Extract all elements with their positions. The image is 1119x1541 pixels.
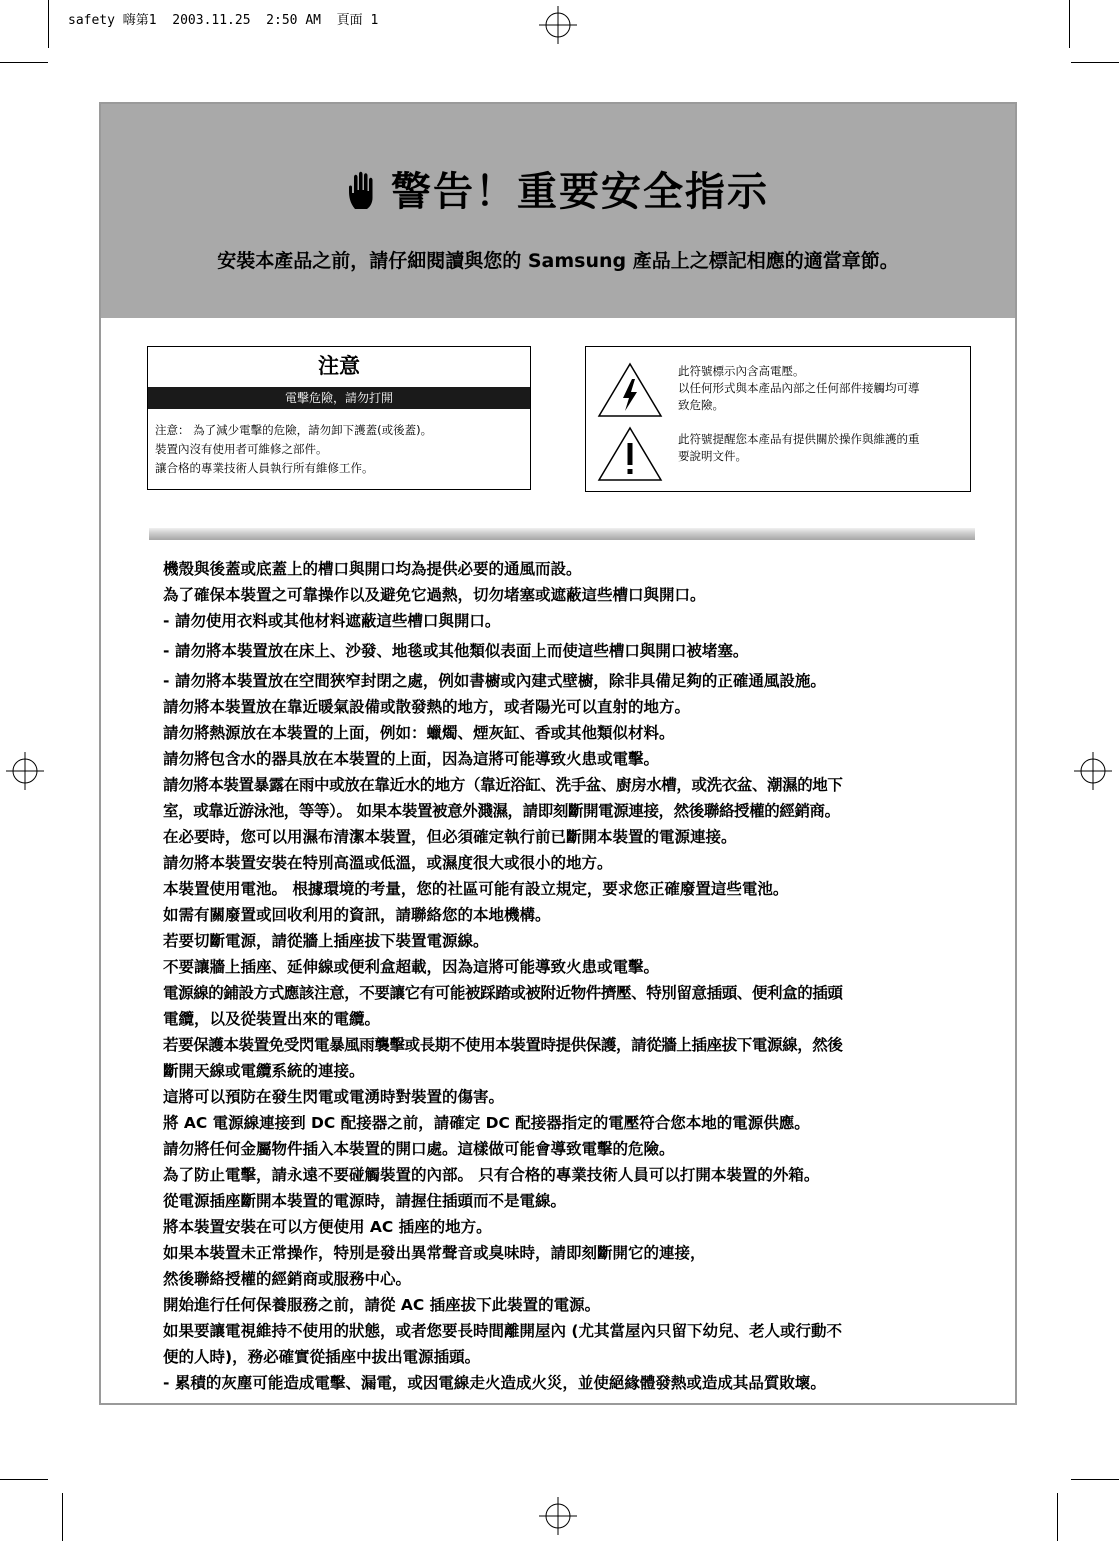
caution-line: 讓合格的專業技術人員執行所有維修工作。 <box>155 461 374 475</box>
instruction-line: 從電源插座斷開本裝置的電源時，請握住插頭而不是電線。 <box>163 1192 567 1210</box>
high-voltage-text: 此符號標示內含高電壓。 以任何形式與本產品內部之任何部件接觸均可導 致危險。 <box>678 364 920 412</box>
instruction-line: 在必要時，您可以用濕布清潔本裝置，但必須確定執行前已斷開本裝置的電源連接。 <box>163 828 737 846</box>
exclamation-warning-icon <box>596 425 664 483</box>
instruction-line: 若要切斷電源，請從牆上插座拔下裝置電源線。 <box>163 932 489 950</box>
instruction-line: 本裝置使用電池。 根據環境的考量，您的社區可能有設立規定，要求您正確廢置這些電池。 <box>163 880 789 898</box>
caution-text <box>148 409 530 478</box>
instruction-line: 室，或靠近游泳池，等等）。 如果本裝置被意外濺濕，請即刻斷開電源連接，然後聯絡授權的經銷商。 <box>163 802 840 820</box>
page-title-text: 警告！重要安全指示 <box>391 169 769 215</box>
page-subtitle: 安裝本產品之前，請仔細閱讀與您的 Samsung 產品上之標記相應的適當章節。 <box>217 250 899 272</box>
safety-page-frame <box>99 102 1017 1405</box>
instruction-line: - 請勿使用衣料或其他材料遮蔽這些槽口與開口。 <box>163 612 501 630</box>
registration-mark-icon <box>6 752 44 790</box>
registration-mark-icon <box>539 6 577 44</box>
caution-box <box>147 346 531 490</box>
instruction-line: - 請勿將本裝置放在床上、沙發、地毯或其他類似表面上而使這些槽口與開口被堵塞。 <box>163 642 749 660</box>
safety-instructions-list <box>163 556 978 1396</box>
instruction-line: 如需有關廢置或回收利用的資訊，請聯絡您的本地機構。 <box>163 906 551 924</box>
caution-line: 注意： 為了減少電擊的危險，請勿卸下護蓋(或後蓋)。 <box>155 423 433 437</box>
instruction-line: - 請勿將本裝置放在空間狹窄封閉之處，例如書櫥或內建式壁櫥，除非具備足夠的正確通風設施。 <box>163 672 826 690</box>
symbol-legend-box <box>585 346 971 492</box>
instruction-line: 請勿將任何金屬物件插入本裝置的開口處。這樣做可能會導致電擊的危險。 <box>163 1140 675 1158</box>
instruction-line: 若要保護本裝置免受閃電暴風雨襲擊或長期不使用本裝置時提供保護，請從牆上插座拔下電源線，然後 <box>163 1036 843 1054</box>
instruction-line: 這將可以預防在發生閃電或電湧時對裝置的傷害。 <box>163 1088 505 1106</box>
instruction-line: 然後聯絡授權的經銷商或服務中心。 <box>163 1270 412 1288</box>
instruction-line: 請勿將本裝置安裝在特別高溫或低溫，或濕度很大或很小的地方。 <box>163 854 613 872</box>
instruction-line: 斷開天線或電纜系統的連接。 <box>163 1062 365 1080</box>
instruction-line: 將本裝置安裝在可以方便使用 AC 插座的地方。 <box>163 1218 492 1236</box>
header-banner <box>101 104 1015 318</box>
crop-mark <box>1057 1493 1058 1541</box>
instruction-line: 電纜，以及從裝置出來的電纜。 <box>163 1010 381 1028</box>
instruction-line: 將 AC 電源線連接到 DC 配接器之前，請確定 DC 配接器指定的電壓符合您本地的電源供應。 <box>163 1114 810 1132</box>
instruction-line: 請勿將熱源放在本裝置的上面，例如：蠟燭、煙灰缸、香或其他類似材料。 <box>163 724 675 742</box>
section-divider <box>149 528 975 540</box>
exclamation-warning-text: 此符號提醒您本產品有提供關於操作與維護的重 要說明文件。 <box>678 432 920 463</box>
instruction-line: 開始進行任何保養服務之前，請從 AC 插座拔下此裝置的電源。 <box>163 1296 601 1314</box>
crop-mark <box>1071 62 1119 63</box>
crop-mark <box>1069 0 1070 48</box>
crop-mark <box>1071 1479 1119 1480</box>
instruction-line: 請勿將本裝置放在靠近暖氣設備或散發熱的地方，或者陽光可以直射的地方。 <box>163 698 691 716</box>
caution-title: 注意 <box>318 354 360 378</box>
caution-line: 裝置內沒有使用者可維修之部件。 <box>155 442 328 456</box>
instruction-line: 請勿將本裝置暴露在雨中或放在靠近水的地方（靠近浴缸、洗手盆、廚房水槽，或洗衣盆、潮濕的地下 <box>163 776 843 794</box>
caution-bar: 電擊危險，請勿打開 <box>148 387 530 409</box>
instruction-line: 為了確保本裝置之可靠操作以及避免它過熱，切勿堵塞或遮蔽這些槽口與開口。 <box>163 586 706 604</box>
instruction-line: 便的人時)，務必確實從插座中拔出電源插頭。 <box>163 1348 481 1366</box>
instruction-line: 請勿將包含水的器具放在本裝置的上面，因為這將可能導致火患或電擊。 <box>163 750 660 768</box>
hand-stop-icon <box>347 171 377 211</box>
instruction-line: 如果要讓電視維持不使用的狀態，或者您要長時間離開屋內 (尤其當屋內只留下幼兒、老人或行動不 <box>163 1322 842 1340</box>
crop-mark <box>48 0 49 48</box>
instruction-line: 電源線的鋪設方式應該注意，不要讓它有可能被踩踏或被附近物件擠壓、特別留意插頭、便利盒的插頭 <box>163 984 843 1002</box>
page-title <box>101 162 1015 222</box>
crop-mark <box>0 1479 48 1480</box>
crop-mark <box>62 1493 63 1541</box>
registration-mark-icon <box>539 1497 577 1535</box>
print-header: safety 嗨第1 2003.11.25 2:50 AM 頁面 1 <box>68 13 379 28</box>
high-voltage-icon <box>596 361 664 419</box>
registration-mark-icon <box>1074 752 1112 790</box>
crop-mark <box>0 62 48 63</box>
instruction-line: 不要讓牆上插座、延伸線或便利盒超載，因為這將可能導致火患或電擊。 <box>163 958 660 976</box>
instruction-line: - 累積的灰塵可能造成電擊、漏電，或因電線走火造成火災，並使絕緣體發熱或造成其品質敗壞。 <box>163 1374 826 1392</box>
instruction-line: 機殼與後蓋或底蓋上的槽口與開口均為提供必要的通風而設。 <box>163 560 582 578</box>
instruction-line: 為了防止電擊，請永遠不要碰觸裝置的內部。 只有合格的專業技術人員可以打開本裝置的外箱。 <box>163 1166 820 1184</box>
instruction-line: 如果本裝置未正常操作，特別是發出異常聲音或臭味時，請即刻斷開它的連接， <box>163 1244 706 1262</box>
